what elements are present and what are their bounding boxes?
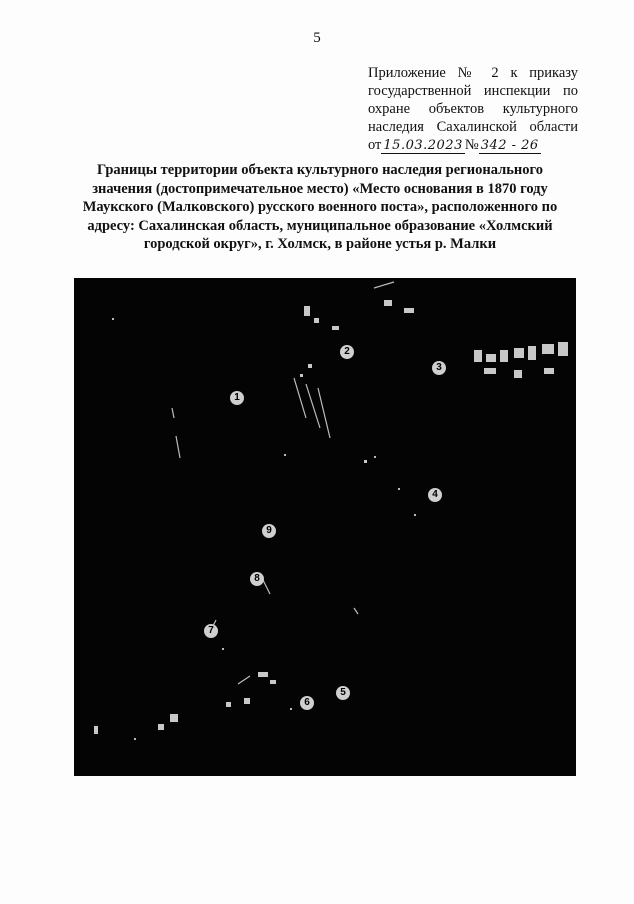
order-number-sign: № xyxy=(464,137,479,153)
appendix-line: Приложение № 2 к приказу xyxy=(368,65,578,81)
map-point-label: 3 xyxy=(432,361,446,375)
appendix-line: государственной инспекции по xyxy=(368,83,578,99)
map-point-label: 6 xyxy=(300,696,314,710)
map-speck xyxy=(112,318,114,320)
map-speck xyxy=(222,648,224,650)
map-point-label: 9 xyxy=(262,524,276,538)
map-point-label: 7 xyxy=(204,624,218,638)
order-prefix: от xyxy=(368,137,382,153)
appendix-line: наследия Сахалинской области xyxy=(368,119,578,135)
map-features xyxy=(74,278,576,776)
map-speck xyxy=(284,454,286,456)
map-speck xyxy=(414,514,416,516)
appendix-block xyxy=(368,64,578,155)
map-point-label: 1 xyxy=(230,391,244,405)
document-heading: Границы территории объекта культурного наследия регионального значения (достопримечательное место) «Место основания в 1870 году Маукского (Малковского) русского военного поста», расположенного по адресу: Сахалинская область, муниципальное образование «Холмский городской округ», г. Холмск, в районе устья р. Малки xyxy=(82,162,558,252)
appendix-line: охране объектов культурного xyxy=(368,101,578,117)
map-point-label: 4 xyxy=(428,488,442,502)
map-point-label: 2 xyxy=(340,345,354,359)
map-speck xyxy=(290,708,292,710)
map-speck xyxy=(374,456,376,458)
map-speck xyxy=(134,738,136,740)
map-point-label: 8 xyxy=(250,572,264,586)
order-date: 15.03.2023 xyxy=(383,138,463,153)
map-point-label: 5 xyxy=(336,686,350,700)
boundary-map xyxy=(74,278,576,776)
map-speck xyxy=(398,488,400,490)
page-number: 5 xyxy=(313,30,321,46)
order-line xyxy=(368,136,578,155)
order-number: 342 - 26 xyxy=(480,138,539,153)
